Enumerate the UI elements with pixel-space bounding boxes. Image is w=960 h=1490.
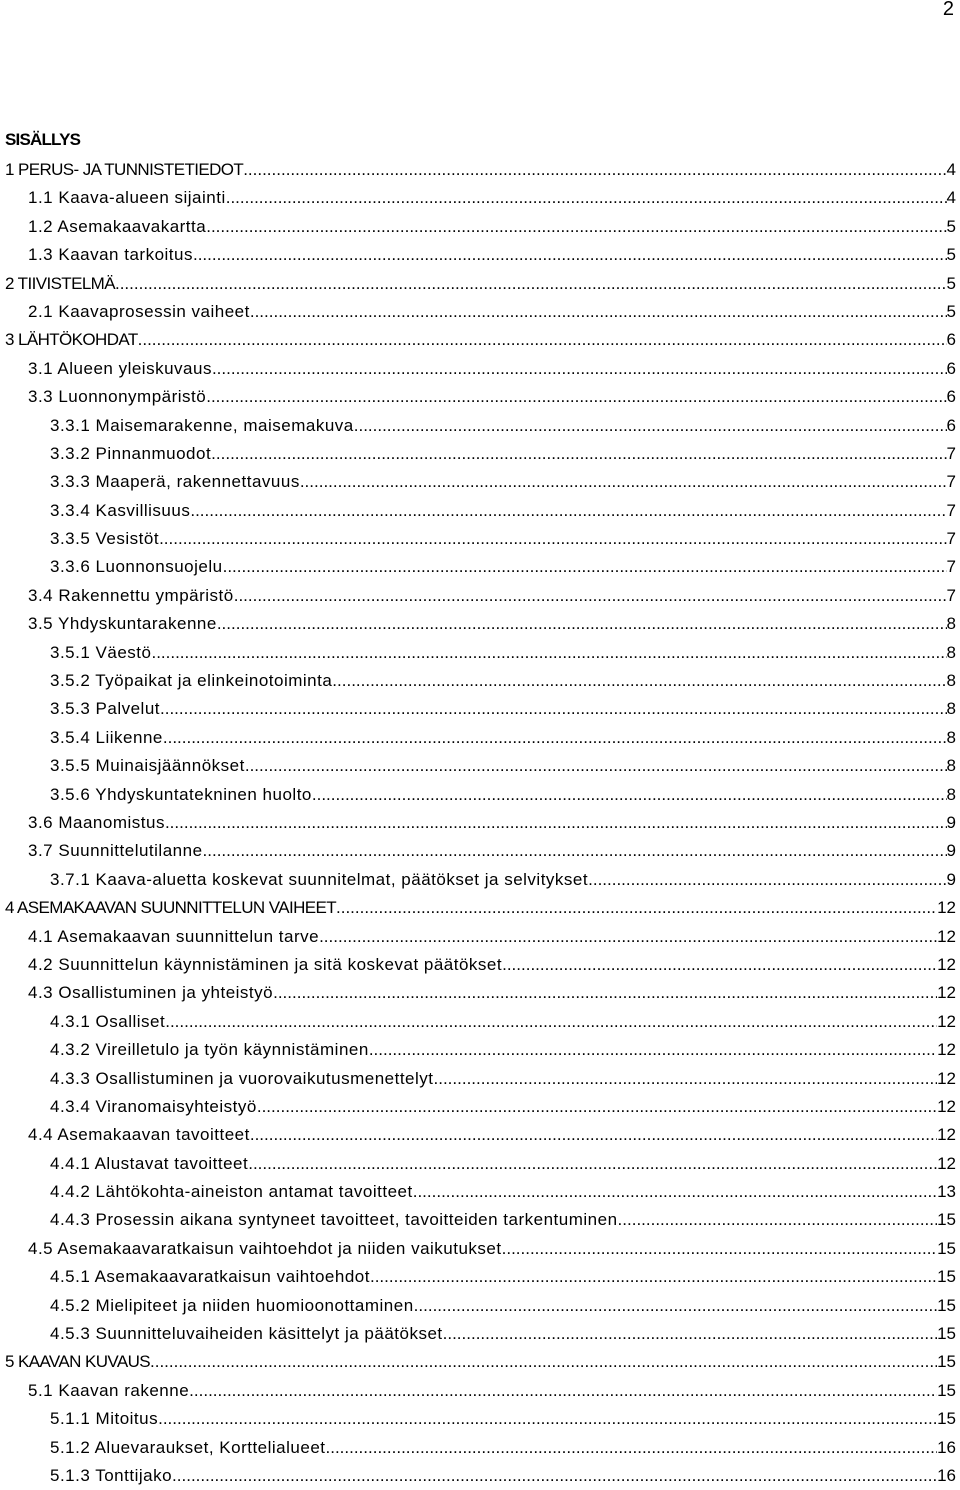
toc-entry-page: 8 <box>946 784 956 804</box>
toc-entry[interactable] <box>0 1121 956 1149</box>
toc-entry[interactable] <box>0 923 956 951</box>
toc-entry-page: 7 <box>946 443 956 463</box>
toc-entry[interactable] <box>0 383 956 411</box>
toc-entry[interactable] <box>0 298 956 326</box>
toc-entry-title: 3.3.5 Vesistöt <box>50 529 160 549</box>
toc-entry-title: 1.3 Kaavan tarkoitus <box>28 245 193 265</box>
dot-leader <box>413 1178 937 1206</box>
toc-entry[interactable] <box>0 724 956 752</box>
dot-leader <box>243 156 946 184</box>
toc-entry-page: 12 <box>937 1125 956 1145</box>
dot-leader <box>206 213 946 241</box>
toc-entry-page: 12 <box>937 1011 956 1031</box>
toc-entry[interactable] <box>0 213 956 241</box>
dot-leader <box>312 781 947 809</box>
toc-entry-page: 4 <box>946 188 956 208</box>
toc-entry-page: 5 <box>946 245 956 265</box>
toc-entry-page: 9 <box>946 869 956 889</box>
toc-entry-page: 9 <box>946 841 956 861</box>
toc-entry[interactable] <box>0 610 956 638</box>
dot-leader <box>115 270 947 298</box>
dot-leader <box>158 1405 937 1433</box>
toc-entry-title: 4 ASEMAKAAVAN SUUNNITTELUN VAIHEET <box>5 898 337 918</box>
dot-leader <box>189 1377 937 1405</box>
toc-entry-page: 15 <box>937 1267 956 1287</box>
dot-leader <box>319 923 937 951</box>
toc-entry[interactable] <box>0 1462 956 1490</box>
toc-entry-page: 12 <box>937 1040 956 1060</box>
toc-entry-page: 5 <box>946 301 956 321</box>
dot-leader <box>354 412 947 440</box>
dot-leader <box>434 1065 938 1093</box>
dot-leader <box>165 1008 937 1036</box>
toc-entry[interactable] <box>0 866 956 894</box>
toc-entry-title: 5.1.1 Mitoitus <box>50 1409 159 1429</box>
toc-entry[interactable] <box>0 695 956 723</box>
dot-leader <box>326 1434 938 1462</box>
toc-entry-title: 3.5.5 Muinaisjäännökset <box>50 756 245 776</box>
toc-entry[interactable] <box>0 1377 956 1405</box>
dot-leader <box>190 497 946 525</box>
toc-entry-page: 12 <box>937 1153 956 1173</box>
toc-entry[interactable] <box>0 156 956 184</box>
toc-entry-page: 15 <box>937 1380 956 1400</box>
toc-entry-title: 4.2 Suunnittelun käynnistäminen ja sitä koskevat päätökset <box>28 954 503 974</box>
toc-entry[interactable] <box>0 837 956 865</box>
toc-entry[interactable] <box>0 525 956 553</box>
toc-entry-title: 1.1 Kaava-alueen sijainti <box>28 188 226 208</box>
toc-entry[interactable] <box>0 639 956 667</box>
toc-entry-page: 7 <box>946 500 956 520</box>
toc-entry-title: 4.4 Asemakaavan tavoitteet <box>28 1125 250 1145</box>
toc-entry[interactable] <box>0 781 956 809</box>
toc-entry-title: 3.6 Maanomistus <box>28 812 165 832</box>
dot-leader <box>588 866 946 894</box>
dot-leader <box>203 837 947 865</box>
toc-entry-title: 4.3.1 Osalliset <box>50 1011 166 1031</box>
toc-entry[interactable] <box>0 894 956 922</box>
toc-entry-title: 4.5.1 Asemakaavaratkaisun vaihtoehdot <box>50 1267 370 1287</box>
toc-entry-title: 3.7.1 Kaava-aluetta koskevat suunnitelmat, päätökset ja selvitykset <box>50 869 589 889</box>
toc-entry[interactable] <box>0 1405 956 1433</box>
dot-leader <box>138 326 947 354</box>
dot-leader <box>248 1150 937 1178</box>
dot-leader <box>151 639 946 667</box>
toc-entry-title: 4.3 Osallistuminen ja yhteistyö <box>28 983 274 1003</box>
toc-entry[interactable] <box>0 497 956 525</box>
toc-entry[interactable] <box>0 1178 956 1206</box>
toc-entry-page: 6 <box>946 415 956 435</box>
toc-entry[interactable] <box>0 355 956 383</box>
toc-entry-page: 12 <box>937 926 956 946</box>
toc-entry-page: 6 <box>946 387 956 407</box>
dot-leader <box>163 724 947 752</box>
dot-leader <box>332 667 946 695</box>
toc-entry[interactable] <box>0 1150 956 1178</box>
toc-heading: SISÄLLYS <box>5 130 81 149</box>
toc-entry-title: 4.4.2 Lähtökohta-aineiston antamat tavoitteet <box>50 1182 413 1202</box>
toc-entry-page: 16 <box>937 1465 956 1485</box>
toc-entry[interactable] <box>0 582 956 610</box>
toc-entry-title: 3.3.2 Pinnanmuodot <box>50 443 212 463</box>
toc-entry-title: 5 KAAVAN KUVAUS <box>5 1352 150 1372</box>
toc-entry[interactable] <box>0 184 956 212</box>
dot-leader <box>300 468 947 496</box>
toc-entry[interactable] <box>0 1235 956 1263</box>
toc-entry-page: 15 <box>937 1295 956 1315</box>
toc-entry[interactable] <box>0 1263 956 1291</box>
toc-entry-title: 3.5.1 Väestö <box>50 642 152 662</box>
toc-entry-page: 15 <box>937 1238 956 1258</box>
toc-entry-page: 7 <box>946 529 956 549</box>
toc-entry-page: 8 <box>946 671 956 691</box>
toc-entry[interactable] <box>0 1206 956 1234</box>
toc-entry-title: 5.1 Kaavan rakenne <box>28 1380 190 1400</box>
dot-leader <box>336 894 937 922</box>
page-number: 2 <box>942 0 954 20</box>
toc-entry-title: 5.1.2 Aluevaraukset, Korttelialueet <box>50 1437 326 1457</box>
dot-leader <box>618 1206 938 1234</box>
toc-entry-title: 4.5.3 Suunnitteluvaiheiden käsittelyt ja päätökset <box>50 1324 443 1344</box>
toc-entry[interactable] <box>0 553 956 581</box>
toc-entry[interactable] <box>0 1036 956 1064</box>
dot-leader <box>212 355 947 383</box>
dot-leader <box>226 184 947 212</box>
toc-entry-page: 12 <box>937 1068 956 1088</box>
toc-entry-page: 8 <box>946 727 956 747</box>
toc-entry-page: 7 <box>946 557 956 577</box>
toc-entry-title: 3.5.3 Palvelut <box>50 699 161 719</box>
dot-leader <box>245 752 947 780</box>
dot-leader <box>150 1348 937 1376</box>
toc-entry-title: 4.4.1 Alustavat tavoitteet <box>50 1153 249 1173</box>
toc-entry-page: 15 <box>937 1409 956 1429</box>
toc-entry-page: 16 <box>937 1437 956 1457</box>
dot-leader <box>370 1263 937 1291</box>
toc-entry-title: 2.1 Kaavaprosessin vaiheet <box>28 301 250 321</box>
dot-leader <box>234 582 947 610</box>
toc-entry-title: 3.7 Suunnittelutilanne <box>28 841 203 861</box>
toc-entry[interactable] <box>0 1065 956 1093</box>
toc-entry-title: 4.1 Asemakaavan suunnittelun tarve <box>28 926 320 946</box>
toc-entry[interactable] <box>0 809 956 837</box>
toc-entry[interactable] <box>0 1093 956 1121</box>
dot-leader <box>369 1036 937 1064</box>
toc-entry-title: 3.4 Rakennettu ympäristö <box>28 585 234 605</box>
toc-entry-title: 4.3.2 Vireilletulo ja työn käynnistäminen <box>50 1040 369 1060</box>
dot-leader <box>223 553 947 581</box>
toc-entry-page: 15 <box>937 1210 956 1230</box>
toc-entry-page: 7 <box>946 585 956 605</box>
toc-entry-page: 9 <box>946 812 956 832</box>
dot-leader <box>502 951 937 979</box>
toc-entry-title: 5.1.3 Tonttijako <box>50 1465 173 1485</box>
dot-leader <box>250 298 947 326</box>
toc-entry-page: 15 <box>937 1324 956 1344</box>
toc-entry[interactable] <box>0 440 956 468</box>
toc-entry-title: 2 TIIVISTELMÄ <box>5 273 115 293</box>
toc-entry-page: 15 <box>937 1352 956 1372</box>
toc-entry-page: 4 <box>946 160 956 179</box>
toc-entry-page: 8 <box>946 756 956 776</box>
toc-entry-title: 4.4.3 Prosessin aikana syntyneet tavoitteet, tavoitteiden tarkentuminen <box>50 1210 618 1230</box>
toc-entry-page: 12 <box>937 898 956 918</box>
dot-leader <box>502 1235 937 1263</box>
toc-entry[interactable] <box>0 752 956 780</box>
toc-entry[interactable] <box>0 468 956 496</box>
toc-entry-page: 12 <box>937 983 956 1003</box>
toc-entry[interactable] <box>0 1292 956 1320</box>
dot-leader <box>160 695 947 723</box>
toc-entry-title: 3.3.4 Kasvillisuus <box>50 500 191 520</box>
toc-entry-title: 3.5.2 Työpaikat ja elinkeinotoiminta <box>50 671 333 691</box>
toc-entry-title: 3.3.1 Maisemarakenne, maisemakuva <box>50 415 354 435</box>
toc-entry[interactable] <box>0 270 956 298</box>
toc-entry-page: 6 <box>946 330 956 350</box>
dot-leader <box>172 1462 937 1490</box>
dot-leader <box>206 383 946 411</box>
toc-entry[interactable] <box>0 241 956 269</box>
dot-leader <box>217 610 947 638</box>
toc-entry[interactable] <box>0 1008 956 1036</box>
toc-entry-title: 4.3.4 Viranomaisyhteistyö <box>50 1096 257 1116</box>
dot-leader <box>443 1320 937 1348</box>
toc-entry-title: 3 LÄHTÖKOHDAT <box>5 330 138 350</box>
toc-entry[interactable] <box>0 667 956 695</box>
toc-entry-title: 1.2 Asemakaavakartta <box>28 216 207 236</box>
toc-entry-page: 12 <box>937 1096 956 1116</box>
dot-leader <box>193 241 947 269</box>
toc-entry[interactable] <box>0 1320 956 1348</box>
toc-entry-page: 7 <box>946 472 956 492</box>
toc-entry-title: 1 PERUS- JA TUNNISTETIEDOT <box>5 160 244 179</box>
dot-leader <box>211 440 946 468</box>
toc-entry[interactable] <box>0 412 956 440</box>
toc-entry-title: 4.5 Asemakaavaratkaisun vaihtoehdot ja niiden vaikutukset <box>28 1238 502 1258</box>
toc-entry-page: 5 <box>946 216 956 236</box>
toc-entry-title: 3.1 Alueen yleiskuvaus <box>28 358 212 378</box>
toc-entry-page: 5 <box>946 273 956 293</box>
toc-entry[interactable] <box>0 1348 956 1376</box>
toc-entry[interactable] <box>0 951 956 979</box>
toc-entry-title: 3.3 Luonnonympäristö <box>28 387 207 407</box>
table-of-contents <box>0 156 956 1490</box>
toc-entry[interactable] <box>0 326 956 354</box>
toc-entry[interactable] <box>0 979 956 1007</box>
dot-leader <box>273 979 937 1007</box>
dot-leader <box>250 1121 937 1149</box>
toc-entry-page: 8 <box>946 699 956 719</box>
dot-leader <box>257 1093 937 1121</box>
dot-leader <box>159 525 946 553</box>
toc-entry-page: 6 <box>946 358 956 378</box>
toc-entry-title: 3.3.6 Luonnonsuojelu <box>50 557 223 577</box>
toc-entry-page: 8 <box>946 614 956 634</box>
toc-entry-title: 3.5 Yhdyskuntarakenne <box>28 614 217 634</box>
toc-entry-page: 12 <box>937 954 956 974</box>
toc-entry-title: 3.5.6 Yhdyskuntatekninen huolto <box>50 784 312 804</box>
toc-entry-title: 4.5.2 Mielipiteet ja niiden huomioonottaminen <box>50 1295 414 1315</box>
dot-leader <box>414 1292 937 1320</box>
toc-entry-title: 4.3.3 Osallistuminen ja vuorovaikutusmenettelyt <box>50 1068 434 1088</box>
toc-entry-title: 3.3.3 Maaperä, rakennettavuus <box>50 472 300 492</box>
toc-entry-title: 3.5.4 Liikenne <box>50 727 163 747</box>
toc-entry-page: 8 <box>946 642 956 662</box>
dot-leader <box>165 809 947 837</box>
toc-entry-page: 13 <box>937 1182 956 1202</box>
toc-entry[interactable] <box>0 1434 956 1462</box>
